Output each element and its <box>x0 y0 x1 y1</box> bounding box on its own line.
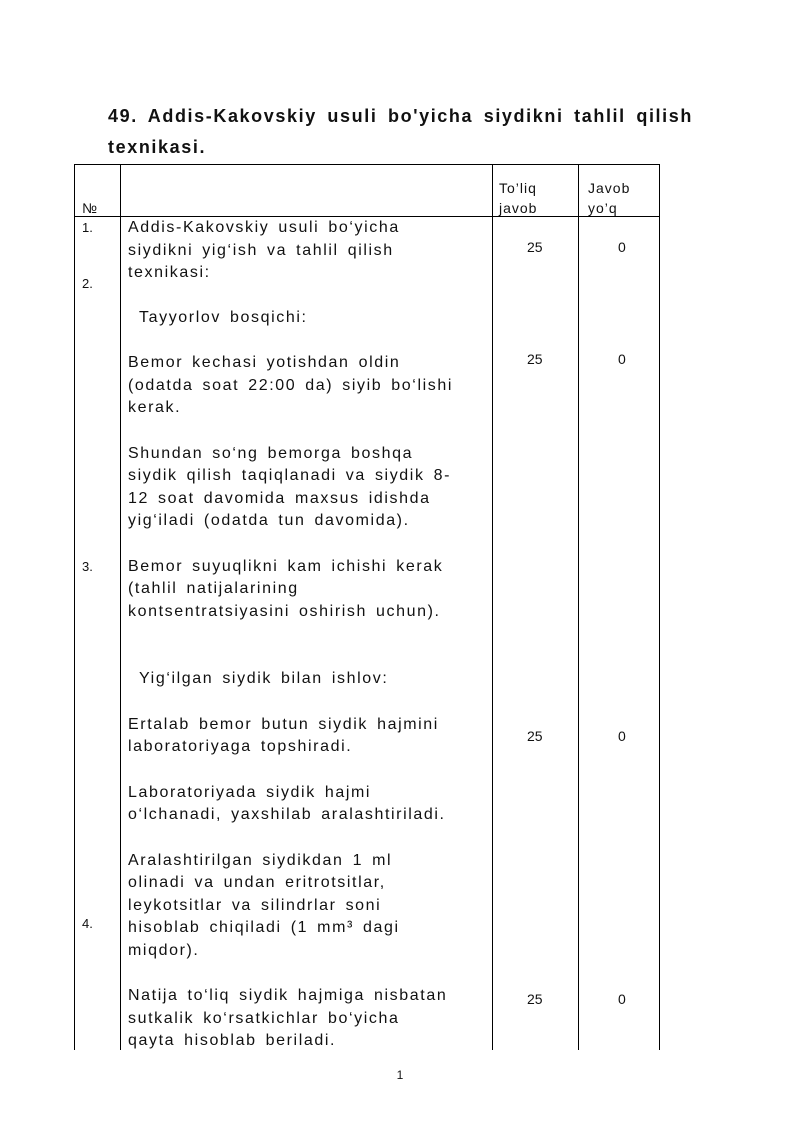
score-full-4: 25 <box>527 991 543 1007</box>
step-text-3: Bemor suyuqlikni kam ichishi kerak (tahlil natijalarining kontsentratsiyasini oshirish uchun). <box>128 557 444 620</box>
score-full-1: 25 <box>527 239 543 255</box>
header-full-answer: To’liq javob <box>499 180 538 216</box>
step-text-6: Aralashtirilgan siydikdan 1 ml olinadi va undan eritrotsitlar, leykotsitlar va silindrlar soni hisoblab chiqiladi (1 mm³ dagi miqdor). <box>128 851 400 959</box>
header-no-answer: Javob yo’q <box>588 180 631 216</box>
work-heading: Yig‘ilgan siydik bilan ishlov: <box>139 670 389 687</box>
row-number-4: 4. <box>82 916 93 931</box>
document-title <box>108 101 798 163</box>
table-border-left <box>74 164 75 1050</box>
intro-text: Addis-Kakovskiy usuli bo‘yicha siydikni yig‘ish va tahlil qilish texnikasi: <box>128 219 400 281</box>
step-text-4: Ertalab bemor butun siydik hajmini laboratoriyaga topshiradi. <box>128 715 439 755</box>
table-border-top <box>74 164 660 165</box>
score-full-2: 25 <box>527 351 543 367</box>
procedure-content <box>128 217 588 1053</box>
title-line-2: texnikasi. <box>108 137 207 157</box>
row-number-2: 2. <box>82 276 93 291</box>
step-text-1: Bemor kechasi yotishdan oldin (odatda soat 22:00 da) siyib bo‘lishi kerak. <box>128 354 454 416</box>
step-text-7: Natija to‘liq siydik hajmiga nisbatan sutkalik ko‘rsatkichlar bo‘yicha qayta hisoblab beriladi. <box>128 987 448 1049</box>
step-text-2: Shundan so‘ng bemorga boshqa siydik qilish taqiqlanadi va siydik 8- 12 soat davomida maxsus idishda yig‘iladi (odatda tun davomida). <box>128 444 452 529</box>
score-none-1: 0 <box>618 239 626 255</box>
prep-heading: Tayyorlov bosqichi: <box>139 308 308 326</box>
score-none-2: 0 <box>618 351 626 367</box>
step-text-5: Laboratoriyada siydik hajmi o‘lchanadi, yaxshilab aralashtiriladi. <box>128 783 446 823</box>
score-full-3: 25 <box>527 728 543 744</box>
score-none-3: 0 <box>618 728 626 744</box>
table-border-right <box>659 164 660 1050</box>
row-number-1: 1. <box>82 220 93 235</box>
title-line-1: 49. Addis-Kakovskiy usuli bo'yicha siydikni tahlil qilish <box>108 106 693 126</box>
table-col-divider-1 <box>120 164 121 1050</box>
header-number: № <box>82 200 99 216</box>
score-none-4: 0 <box>618 991 626 1007</box>
page-number: 1 <box>396 1068 404 1082</box>
row-number-3: 3. <box>82 559 93 574</box>
